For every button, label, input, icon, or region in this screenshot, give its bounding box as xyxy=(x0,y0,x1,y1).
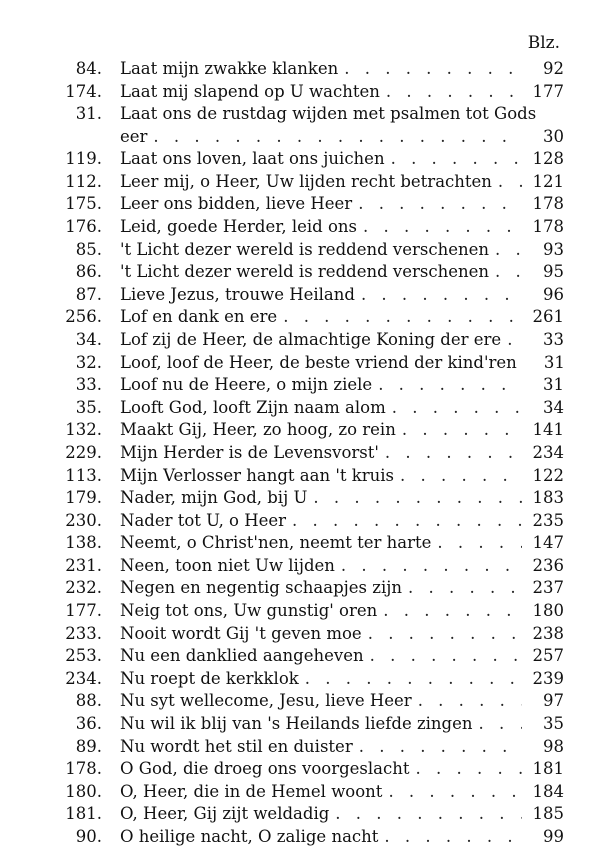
index-entry xyxy=(40,803,564,826)
page-number: 92 xyxy=(543,59,564,78)
song-title: Looft God, looft Zijn naam alom xyxy=(120,397,386,417)
song-title: Neen, toon niet Uw lijden xyxy=(120,555,335,575)
song-title: Loof, loof de Heer, de beste vriend der kind'ren xyxy=(120,352,517,372)
index-entry xyxy=(40,555,564,578)
page-number: 31 xyxy=(543,375,564,395)
song-number: 229. xyxy=(65,442,102,462)
page-number: 178 xyxy=(532,194,564,214)
song-title: O God, die droeg ons voorgeslacht xyxy=(120,759,410,779)
song-title: Mijn Verlosser hangt aan 't kruis xyxy=(120,465,394,485)
song-number: 178. xyxy=(65,759,102,779)
song-number: 113. xyxy=(65,465,102,485)
song-title: Laat ons de rustdag wijden met psalmen tot Gods xyxy=(120,104,537,124)
song-title: O heilige nacht, O zalige nacht xyxy=(120,827,379,846)
index-entry xyxy=(40,465,564,488)
dot-leader xyxy=(408,577,522,600)
song-number: 33. xyxy=(75,375,102,395)
index-entry xyxy=(40,239,564,262)
song-title: Lieve Jezus, trouwe Heiland xyxy=(120,284,355,304)
dot-leader xyxy=(418,690,522,713)
page-number: 238 xyxy=(532,623,564,643)
dot-leader xyxy=(507,329,522,352)
index-entry xyxy=(40,781,564,804)
song-title: Maakt Gij, Heer, zo hoog, zo rein xyxy=(120,420,396,440)
dot-leader xyxy=(437,532,522,555)
song-number: 179. xyxy=(65,488,102,508)
song-title: Nader tot U, o Heer xyxy=(120,510,287,530)
page-number: 184 xyxy=(532,781,564,801)
page-column-header: Blz. xyxy=(527,33,560,53)
song-number: 34. xyxy=(75,329,102,349)
index-entry xyxy=(40,374,564,397)
page-number: 236 xyxy=(532,555,564,575)
dot-leader xyxy=(344,58,522,81)
page-number: 96 xyxy=(543,284,564,304)
song-number: 232. xyxy=(65,578,102,598)
page-number: 98 xyxy=(543,736,564,756)
song-title: Mijn Herder is de Levensvorst' xyxy=(120,442,379,462)
song-number: 138. xyxy=(65,533,102,553)
song-number: 174. xyxy=(65,81,102,101)
song-title: O, Heer, Gij zijt weldadig xyxy=(120,804,330,824)
page-number: 239 xyxy=(532,668,564,688)
dot-leader xyxy=(383,600,522,623)
dot-leader xyxy=(498,171,522,194)
index-entry xyxy=(40,645,564,668)
song-number: 112. xyxy=(65,171,102,191)
dot-leader xyxy=(388,781,522,804)
page-number: 261 xyxy=(532,307,564,327)
page-number: 121 xyxy=(532,171,564,191)
page-number: 95 xyxy=(543,262,564,282)
page-number: 237 xyxy=(532,578,564,598)
page-number: 185 xyxy=(532,804,564,824)
index-entry xyxy=(40,261,564,284)
index-entry xyxy=(40,329,564,352)
song-title: Nu wordt het stil en duister xyxy=(120,736,353,756)
dot-leader xyxy=(385,442,522,465)
dot-leader xyxy=(292,510,522,533)
index-entry xyxy=(40,352,564,375)
song-number: 231. xyxy=(65,555,102,575)
index-entry xyxy=(40,736,564,759)
page-number: 33 xyxy=(543,329,564,349)
dot-leader xyxy=(384,826,522,849)
song-title: Laat mij slapend op U wachten xyxy=(120,81,380,101)
song-title: Nu een danklied aangeheven xyxy=(120,646,364,666)
song-number: 181. xyxy=(65,804,102,824)
index-entry xyxy=(40,487,564,510)
dot-leader xyxy=(313,487,522,510)
page-number: 147 xyxy=(532,533,564,553)
page-number: 99 xyxy=(543,827,564,846)
song-title: Loof nu de Heere, o mijn ziele xyxy=(120,375,373,395)
song-number: 35. xyxy=(75,397,102,417)
dot-leader xyxy=(416,758,523,781)
song-title: Leer mij, o Heer, Uw lijden recht betrachten xyxy=(120,171,492,191)
song-number: 119. xyxy=(65,149,102,169)
dot-leader xyxy=(400,465,522,488)
song-title: Nader, mijn God, bij U xyxy=(120,488,308,508)
song-title: Nu wil ik blij van 's Heilands liefde zingen xyxy=(120,714,473,734)
page-number: 235 xyxy=(532,510,564,530)
index-entry xyxy=(40,193,564,216)
song-title: Lof zij de Heer, de almachtige Koning der ere xyxy=(120,329,502,349)
dot-leader xyxy=(479,713,522,736)
song-title: O, Heer, die in de Hemel woont xyxy=(120,781,383,801)
song-title: Laat ons loven, laat ons juichen xyxy=(120,149,385,169)
dot-leader xyxy=(305,668,522,691)
song-number: 31. xyxy=(75,104,102,124)
index-entry xyxy=(40,81,564,104)
dot-leader xyxy=(378,374,522,397)
page-number: 178 xyxy=(532,216,564,236)
song-number: 180. xyxy=(65,781,102,801)
page-number: 35 xyxy=(543,714,564,734)
song-number: 176. xyxy=(65,216,102,236)
dot-leader xyxy=(361,284,522,307)
page-number: 30 xyxy=(543,126,564,146)
song-number: 84. xyxy=(75,59,102,78)
song-title: 't Licht dezer wereld is reddend verschenen xyxy=(120,262,489,282)
song-number: 177. xyxy=(65,601,102,621)
index-entry xyxy=(40,442,564,465)
dot-leader xyxy=(359,736,522,759)
song-number: 234. xyxy=(65,668,102,688)
song-title: Leid, goede Herder, leid ons xyxy=(120,216,357,236)
page-number: 181 xyxy=(532,759,564,779)
song-number: 256. xyxy=(65,307,102,327)
index-entry xyxy=(40,623,564,646)
song-title: Nu roept de kerkklok xyxy=(120,668,299,688)
index-entry xyxy=(40,419,564,442)
page-number: 257 xyxy=(532,646,564,666)
page-number: 31 xyxy=(543,352,565,372)
page-number: 234 xyxy=(532,442,564,462)
song-title: Leer ons bidden, lieve Heer xyxy=(120,194,353,214)
page-number: 177 xyxy=(532,81,564,101)
dot-leader xyxy=(368,623,522,646)
song-title: Laat mijn zwakke klanken xyxy=(120,59,339,78)
song-title: Lof en dank en ere xyxy=(120,307,278,327)
dot-leader xyxy=(358,193,522,216)
dot-leader xyxy=(495,261,522,284)
dot-leader xyxy=(495,239,522,262)
dot-leader xyxy=(335,803,522,826)
page-number: 122 xyxy=(532,465,564,485)
song-number: 86. xyxy=(75,262,102,282)
dot-leader xyxy=(370,645,522,668)
song-number: 230. xyxy=(65,510,102,530)
index-entry xyxy=(40,148,564,171)
index-entry xyxy=(40,758,564,781)
dot-leader xyxy=(392,397,522,420)
song-title: Negen en negentig schaapjes zijn xyxy=(120,578,402,598)
dot-leader xyxy=(363,216,522,239)
index-entry xyxy=(40,713,564,736)
index-entry xyxy=(40,58,564,81)
index-entry xyxy=(40,306,564,329)
song-number: 88. xyxy=(75,691,102,711)
index-entry xyxy=(40,577,564,600)
song-title: Neig tot ons, Uw gunstig' oren xyxy=(120,601,378,621)
song-title: Nooit wordt Gij 't geven moe xyxy=(120,623,362,643)
index-entry xyxy=(40,397,564,420)
index-entry xyxy=(40,103,564,148)
index-entry xyxy=(40,171,564,194)
index-entry xyxy=(40,532,564,555)
index-entry xyxy=(40,690,564,713)
dot-leader xyxy=(402,419,522,442)
dot-leader xyxy=(341,555,522,578)
song-index xyxy=(40,58,564,849)
song-title: 't Licht dezer wereld is reddend verschenen xyxy=(120,239,489,259)
index-entry xyxy=(40,600,564,623)
page-number: 34 xyxy=(543,397,564,417)
song-number: 132. xyxy=(65,420,102,440)
index-entry xyxy=(40,510,564,533)
index-entry xyxy=(40,216,564,239)
page-number: 180 xyxy=(532,601,564,621)
index-entry xyxy=(40,668,564,691)
dot-leader xyxy=(283,306,522,329)
song-number: 90. xyxy=(75,827,102,846)
song-number: 253. xyxy=(65,646,102,666)
page-number: 128 xyxy=(532,149,564,169)
song-title-continued: eer xyxy=(120,126,148,146)
song-number: 32. xyxy=(75,352,102,372)
song-title: Neemt, o Christ'nen, neemt ter harte xyxy=(120,533,432,553)
page-number: 183 xyxy=(532,488,564,508)
song-number: 233. xyxy=(65,623,102,643)
index-entry xyxy=(40,284,564,307)
dot-leader xyxy=(391,148,522,171)
page-number: 93 xyxy=(543,239,564,259)
dot-leader xyxy=(153,126,522,149)
dot-leader xyxy=(386,81,522,104)
page-number: 97 xyxy=(543,691,564,711)
song-title: Nu syt wellecome, Jesu, lieve Heer xyxy=(120,691,412,711)
song-number: 36. xyxy=(75,714,102,734)
song-number: 87. xyxy=(75,284,102,304)
index-entry xyxy=(40,826,564,849)
song-number: 89. xyxy=(75,736,102,756)
song-number: 85. xyxy=(75,239,102,259)
song-number: 175. xyxy=(65,194,102,214)
page-number: 141 xyxy=(532,420,564,440)
